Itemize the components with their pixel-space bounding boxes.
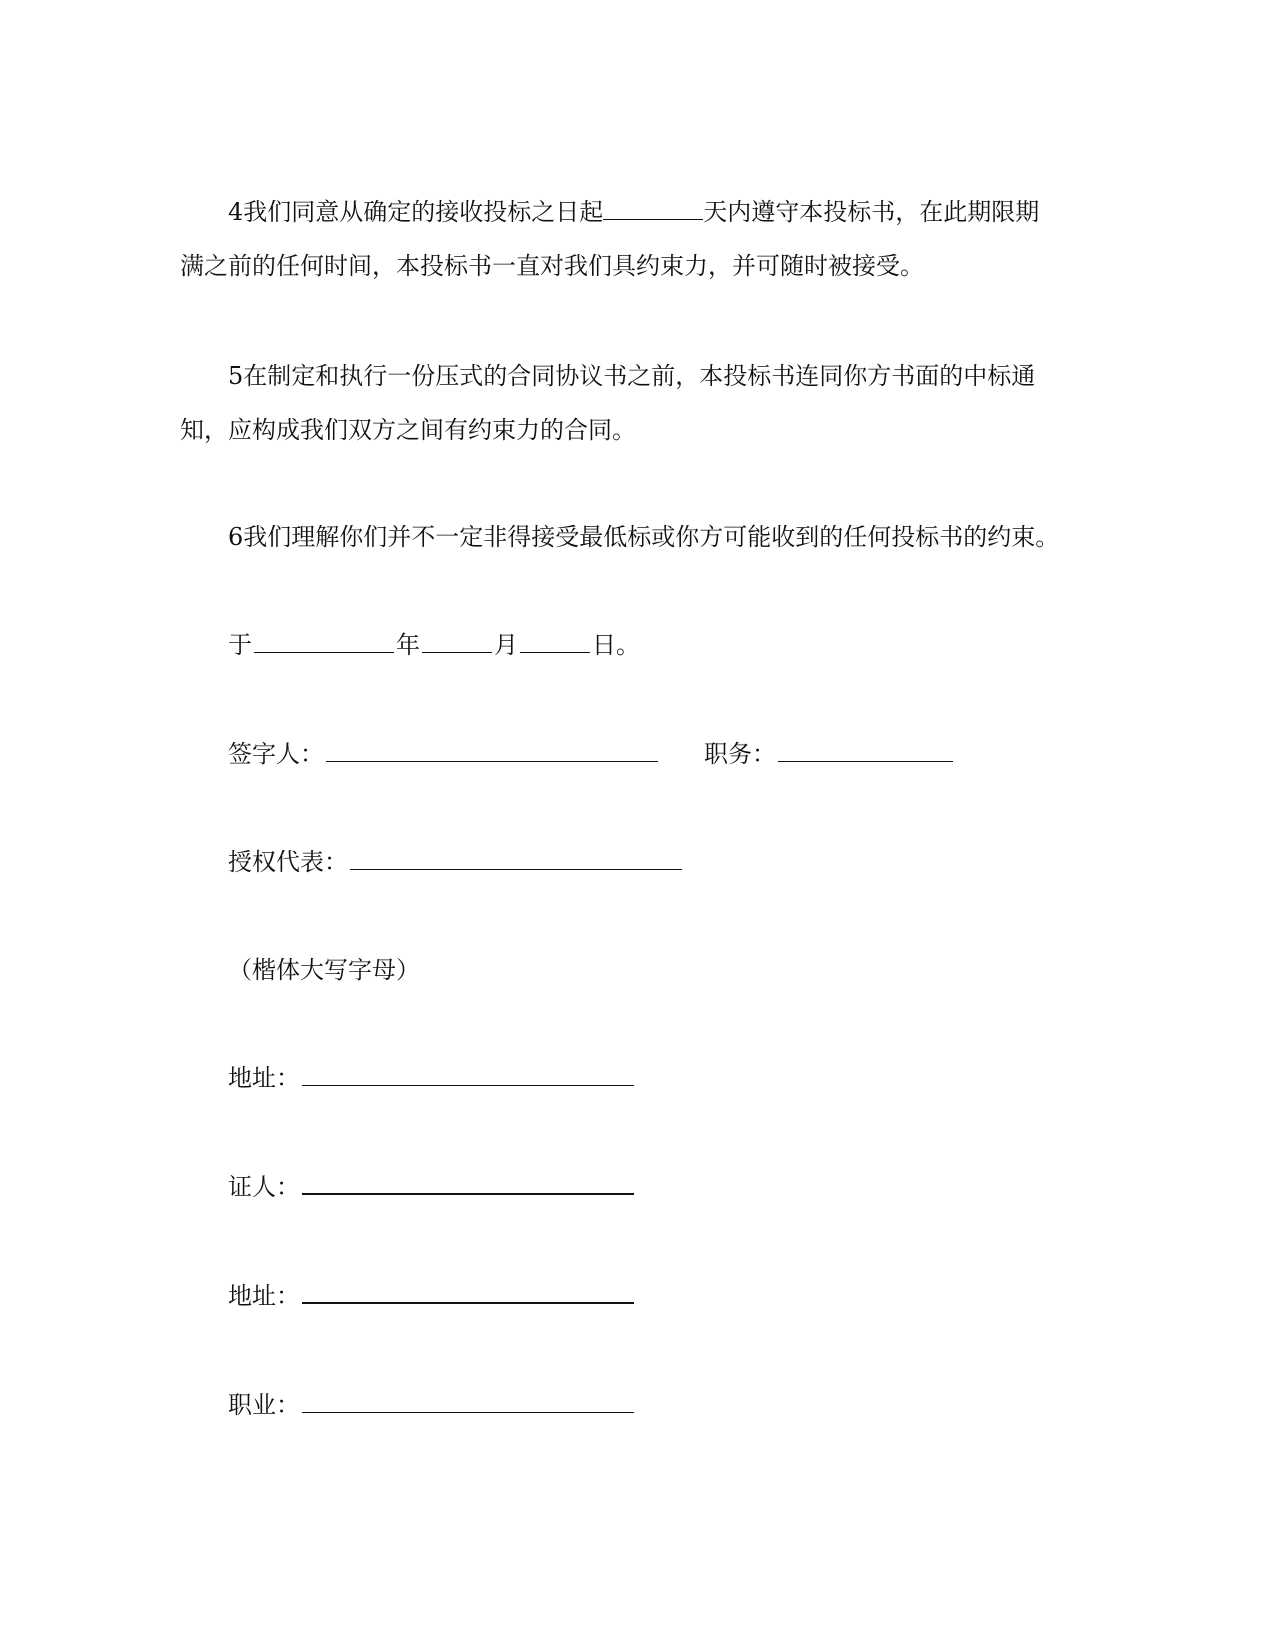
occupation-label: 职业： <box>228 1391 300 1419</box>
witness-blank[interactable] <box>302 1171 634 1195</box>
address-1-line <box>228 1062 636 1094</box>
day-label: 日。 <box>592 631 640 659</box>
witness-line <box>228 1171 636 1203</box>
days-blank[interactable] <box>603 197 703 220</box>
month-label: 月 <box>494 631 518 659</box>
paragraph-4-text-a: 4我们同意从确定的接收投标之日起 <box>228 198 604 226</box>
address-1-blank[interactable] <box>302 1063 634 1086</box>
occupation-blank[interactable] <box>302 1390 634 1413</box>
position-label: 职务： <box>704 740 776 768</box>
date-line <box>228 629 640 661</box>
occupation-line <box>228 1389 636 1421</box>
signer-label: 签字人： <box>228 740 324 768</box>
address-1-label: 地址： <box>228 1064 300 1092</box>
position-line <box>704 738 955 770</box>
authorized-rep-blank[interactable] <box>350 847 682 870</box>
address-2-line <box>228 1280 636 1312</box>
authorized-rep-line <box>228 846 684 878</box>
address-2-label: 地址： <box>228 1282 300 1310</box>
address-2-blank[interactable] <box>302 1280 634 1304</box>
year-blank[interactable] <box>254 630 394 653</box>
paragraph-4-line-1 <box>228 196 1039 228</box>
date-prefix: 于 <box>228 631 252 659</box>
authorized-rep-label: 授权代表： <box>228 848 348 876</box>
month-blank[interactable] <box>422 630 492 653</box>
year-label: 年 <box>396 631 420 659</box>
paragraph-6-line-1: 6我们理解你们并不一定非得接受最低标或你方可能收到的任何投标书的约束。 <box>228 523 1060 551</box>
witness-label: 证人： <box>228 1173 300 1201</box>
block-letters-note: （楷体大写字母） <box>228 956 420 984</box>
paragraph-4-text-b: 天内遵守本投标书，在此期限期 <box>703 198 1040 226</box>
signer-blank[interactable] <box>326 739 658 762</box>
position-blank[interactable] <box>778 739 953 762</box>
paragraph-4-line-2: 满之前的任何时间，本投标书一直对我们具约束力，并可随时被接受。 <box>180 252 924 280</box>
paragraph-5-line-2: 知，应构成我们双方之间有约束力的合同。 <box>180 416 636 444</box>
day-blank[interactable] <box>520 630 590 653</box>
paragraph-5-line-1: 5在制定和执行一份压式的合同协议书之前，本投标书连同你方书面的中标通 <box>228 362 1036 390</box>
signer-line <box>228 738 660 770</box>
